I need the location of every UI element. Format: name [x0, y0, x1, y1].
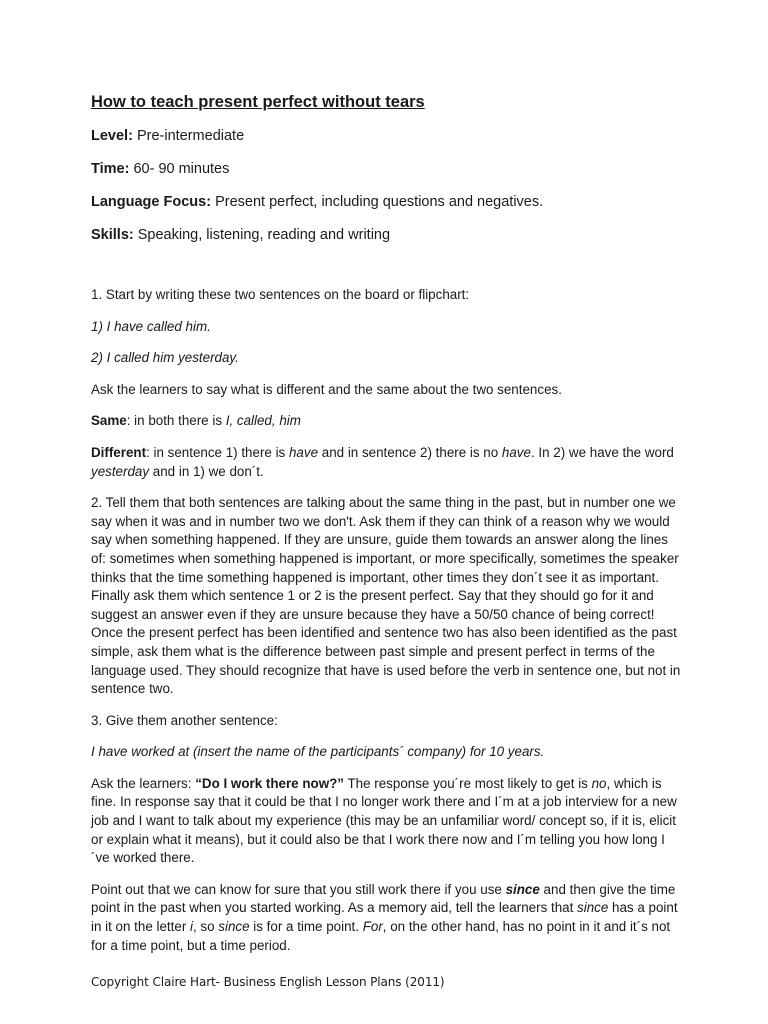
- different-have-2: have: [501, 444, 531, 460]
- different-have-1: have: [288, 444, 319, 460]
- step3-ask-paragraph: [91, 775, 681, 868]
- focus-line: [91, 193, 681, 211]
- ask-question: “Do I work there now?”: [195, 775, 344, 791]
- step3-point-paragraph: [91, 881, 681, 955]
- step3-intro: 3. Give them another sentence:: [91, 712, 278, 728]
- document-body: [91, 92, 681, 968]
- focus-value: Present perfect, including questions and negatives.: [215, 194, 544, 210]
- level-label: Level:: [91, 128, 133, 144]
- different-text-4: and in 1) we don´t.: [149, 463, 264, 479]
- point-text-5: is for a time point.: [249, 919, 363, 935]
- point-since-1: since: [505, 881, 540, 897]
- step2-paragraph: 2. Tell them that both sentences are talking about the same thing in the past, but in number one we say when it was and in number two we don't. Ask them if they can think of a reason why we would say when something happened. If they are unsure, guide them towards an answer along the lines of: sometimes when something happened is important, or more specifically, sometimes the speaker thinks that the time something happened is important, other times they don´t see it as important. Finally ask them which sentence 1 or 2 is the present perfect. Say that they should go for it and suggest an answer even if they are unsure because they have a 50/50 chance of being correct! Once the present perfect has been identified and sentence two has also been identified as the past simple, ask them what is the difference between past simple and present perfect in terms of the language used. They should recognize that have is used before the verb in sentence one, but not in sentence two.: [91, 495, 681, 697]
- skills-label: Skills:: [91, 227, 134, 243]
- point-i: i: [190, 919, 193, 935]
- point-text-4: , so: [192, 919, 219, 935]
- same-text: : in both there is: [126, 413, 226, 429]
- example-sentence-3-text: I have worked at (insert the name of the participants´ company) for 10 years.: [91, 744, 545, 760]
- page-title: How to teach present perfect without tears: [91, 93, 425, 111]
- ask-text-2: The response you´re most likely to get is: [344, 775, 592, 791]
- level-value: Pre-intermediate: [136, 128, 245, 144]
- different-label: Different: [91, 444, 147, 460]
- example-sentence-1-text: 1) I have called him.: [91, 318, 211, 334]
- step1-ask: Ask the learners to say what is different and the same about the two sentences.: [91, 381, 562, 397]
- point-text-3: has a point in it on the letter: [91, 900, 678, 935]
- point-since-3: since: [218, 919, 250, 935]
- time-label: Time:: [91, 161, 130, 177]
- skills-value: Speaking, listening, reading and writing: [137, 227, 391, 243]
- example-sentence-2-text: 2) I called him yesterday.: [91, 350, 239, 366]
- example-sentence-2: [91, 349, 681, 368]
- level-line: [91, 127, 681, 145]
- copyright-footer: Copyright Claire Hart- Business English Lesson Plans (2011): [91, 975, 445, 989]
- point-since-2: since: [577, 900, 609, 916]
- same-label: Same: [91, 413, 127, 429]
- example-sentence-1: [91, 318, 681, 337]
- skills-line: [91, 226, 681, 244]
- same-paragraph: [91, 412, 681, 431]
- step1-intro: 1. Start by writing these two sentences on the board or flipchart:: [91, 287, 470, 302]
- ask-text-3: , which is fine. In response say that it could be that I no longer work there and I´m at a job interview for a new job and I want to talk about my experience (this may be an unfamiliar word/ concept so, if it is, elicit or explain what it means), but it could also be that I work there now and I´m telling you how long I´ve worked there.: [91, 775, 677, 866]
- ask-no: no: [591, 775, 607, 791]
- different-text-3: . In 2) we have the word: [530, 444, 674, 460]
- point-text-1: Point out that we can know for sure that you still work there if you use: [91, 881, 506, 897]
- point-text-2: and then give the time point in the past when you started working. As a memory aid, tell the learners that: [91, 881, 676, 916]
- different-yesterday: yesterday: [91, 463, 150, 479]
- time-line: [91, 160, 681, 178]
- ask-text-1: Ask the learners:: [91, 775, 196, 791]
- focus-label: Language Focus:: [91, 194, 212, 210]
- time-value: 60- 90 minutes: [133, 161, 230, 177]
- example-sentence-3: [91, 743, 681, 762]
- different-paragraph: [91, 444, 681, 481]
- different-text-2: and in sentence 2) there is no: [318, 444, 502, 460]
- point-text-6: , on the other hand, has no point in it and it´s not for a time point, but a time period.: [91, 919, 671, 953]
- spacer: [91, 259, 681, 286]
- same-words: I, called, him: [225, 413, 301, 429]
- different-text-1: : in sentence 1) there is: [146, 444, 289, 460]
- point-for: For: [362, 919, 383, 935]
